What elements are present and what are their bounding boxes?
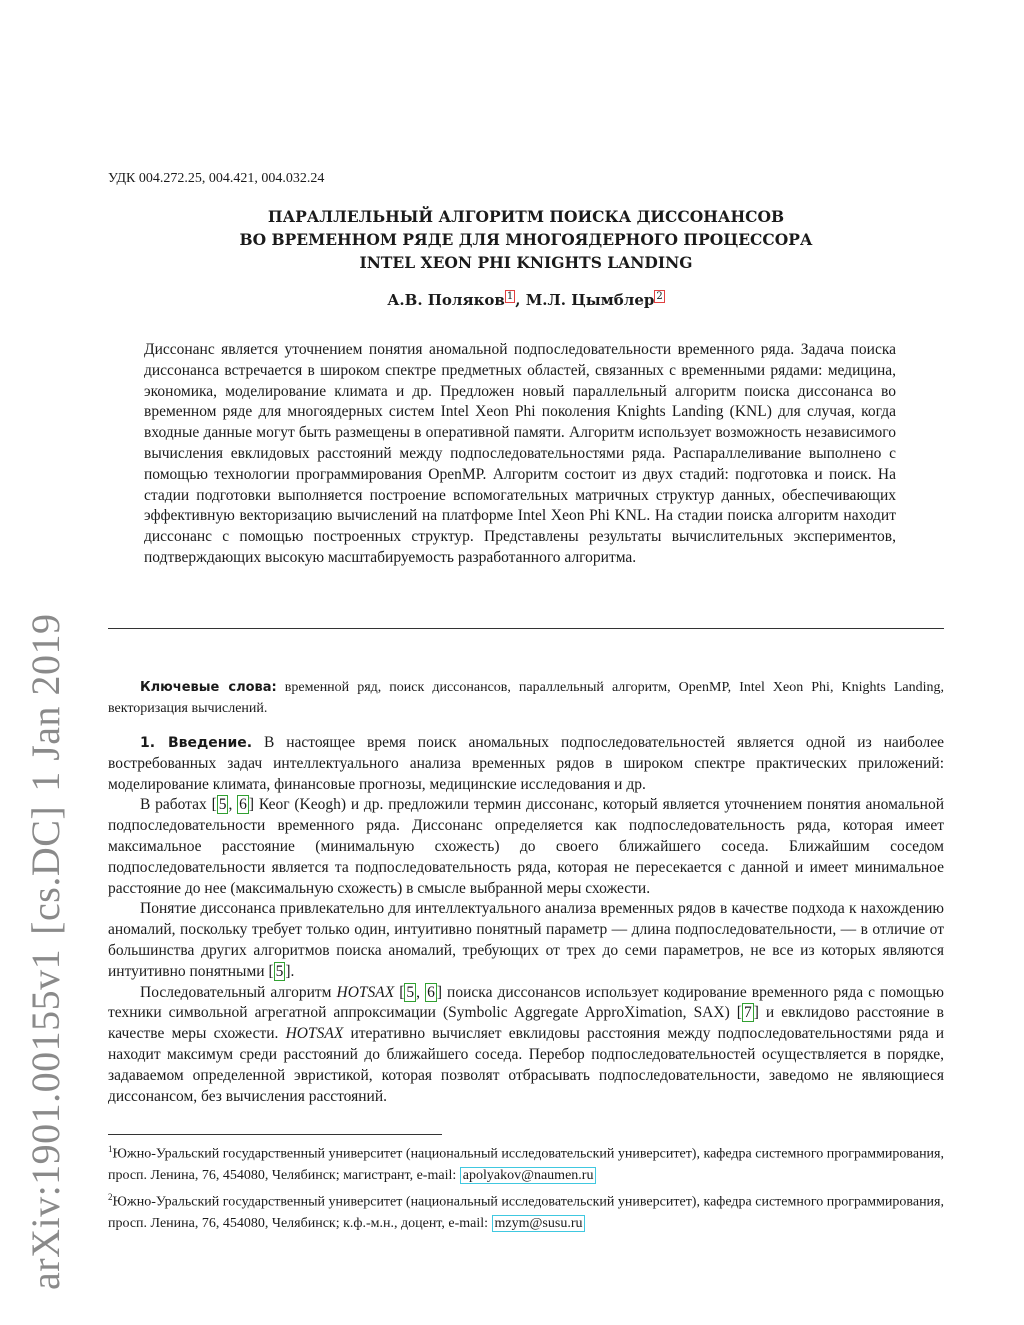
hotsax-term: HOTSAX bbox=[285, 1025, 344, 1043]
intro-paragraph-3: Понятие диссонанса привлекательно для интеллектуального анализа временных рядов в качестве подхода к нахождению аномалий, поскольку требует только один, интуитивно понятный параметр — длина подпоследовательности, — в отличие от большинства других алгоритмов поиска аномалий, требующих от трех до семи параметров, не все из которых являются интуитивно понятными [ 5 ]. bbox=[108, 900, 944, 980]
citation-link-6[interactable]: 6 bbox=[239, 796, 247, 814]
footnote-2-number: 2 bbox=[108, 1191, 113, 1202]
keywords-text: временной ряд, поиск диссонансов, параллельный алгоритм, OpenMP, Intel Xeon Phi, Knights Landing, векторизация вычислений. bbox=[108, 680, 945, 716]
intro-p3-end: . bbox=[290, 962, 295, 980]
citation-link-5[interactable]: 5 bbox=[218, 796, 227, 814]
intro-p3-text: Понятие диссонанса привлекательно для интеллектуального анализа временных рядов в качестве подхода к нахождению аномалий, поскольку требует только один, интуитивно понятный параметр — длина подпоследовательности, — в отличие от большинства других алгоритмов поиска аномалий, требующих от трех до семи параметров, не все из которых являются интуитивно понятными bbox=[108, 900, 944, 980]
author-1-footnote-link[interactable]: 1 bbox=[506, 291, 514, 302]
keywords-label: Ключевые слова: bbox=[140, 680, 277, 695]
author-1: А.В. Поляков bbox=[387, 291, 505, 309]
author-2: М.Л. Цымблер bbox=[525, 291, 655, 309]
intro-p2-text-b: Кеог (Keogh) и др. предложили термин диссонанс, который является уточнением понятия аномальной подпоследовательности временного ряда. Диссонанс определяется как подпоследовательность ряда, которая имеет максимальное расстояние (минимальную схожесть) до своего ближайшего соседа. Ближайшим соседом подпоследовательности является та подпоследовательность ряда, которая не пересекается с данной и имеет минимальное расстояние до нее (максимальную схожесть) в смысле выбранной меры схожести. bbox=[108, 796, 945, 897]
citation-link-5[interactable]: 5 bbox=[275, 962, 284, 980]
authors bbox=[108, 290, 944, 309]
citation-link-5[interactable]: 5 bbox=[406, 983, 415, 1001]
hotsax-term: HOTSAX bbox=[336, 983, 395, 1001]
email-link-zymbler[interactable]: mzym@susu.ru bbox=[492, 1215, 586, 1232]
paper-title bbox=[108, 205, 944, 274]
intro-p4-text-b: поиска диссонансов использует кодирование временного ряда с помощью техники символьной агрегатной аппроксимации (Symbolic Aggregate ApproXimation, SAX) bbox=[108, 983, 944, 1022]
footnote-2 bbox=[108, 1187, 944, 1235]
citation-link-7[interactable]: 7 bbox=[743, 1004, 752, 1022]
udk-code: УДК 004.272.25, 004.421, 004.032.24 bbox=[108, 171, 325, 186]
intro-p4-text-a: Последовательный алгоритм bbox=[140, 983, 337, 1001]
arxiv-date: 1 Jan 2019 bbox=[23, 613, 68, 792]
intro-p2-text-a: В работах bbox=[140, 796, 212, 814]
citation-link-6[interactable]: 6 bbox=[427, 983, 435, 1001]
footnote-2-text: Южно-Уральский государственный университет (национальный исследовательский университет), кафедра системного программирования, просп. Ленина, 76, 454080, Челябинск; к.ф.-м.н., доцент, e-mail: bbox=[108, 1194, 944, 1231]
keywords bbox=[108, 677, 944, 719]
intro-paragraph-1 bbox=[108, 733, 944, 795]
intro-p1-text: В настоящее время поиск аномальных подпоследовательностей является одной из наиболее востребованных задач интеллектуального анализа временных рядов в широком спектре практических приложений: моделирование климата, финансовые прогнозы, медицинские исследования и др. bbox=[108, 734, 944, 793]
intro-p4-text-c: и евклидово расстояние в качестве меры схожести. bbox=[108, 1004, 944, 1043]
intro-paragraph-4: Последовательный алгоритм HOTSAX [ 5 , 6 ] поиска диссонансов использует кодирование временного ряда с помощью техники символьной агрегатной аппроксимации (Symbolic Aggregate ApproXimation, SAX) [ 7 ] и евклидово расстояние в качестве меры схожести. HOTSAX итеративно вычисляет евклидовы расстояния между подпоследовательностями ряда и находит максимум среди расстояний до ближайшего соседа. Перебор подпоследовательностей осуществляется в порядке, задаваемом определенной эвристикой, которая позволят отбрасывать подпоследовательности, заведомо не являющиеся диссонансом, без вычисления расстояний. bbox=[108, 983, 944, 1105]
footnote-1 bbox=[108, 1139, 944, 1187]
intro-paragraph-2: В работах [ 5 , 6 ] Кеог (Keogh) и др. предложили термин диссонанс, который является уточнением понятия аномальной подпоследовательности временного ряда. Диссонанс определяется как подпоследовательность ряда, которая имеет максимальное расстояние (минимальную схожесть) до своего ближайшего соседа. Ближайшим соседом подпоследовательности является та подпоследовательность ряда, которая не пересекается с данной и имеет минимальное расстояние до нее (максимальную схожесть) в смысле выбранной меры схожести. bbox=[108, 796, 945, 897]
footnote-divider bbox=[108, 1134, 442, 1135]
section-heading: 1. Введение. bbox=[140, 735, 253, 751]
footnote-1-text: Южно-Уральский государственный университет (национальный исследовательский университет), кафедра системного программирования, просп. Ленина, 76, 454080, Челябинск; магистрант, e-mail: bbox=[108, 1146, 944, 1184]
author-2-footnote-link[interactable]: 2 bbox=[656, 291, 663, 302]
email-link-polyakov[interactable]: apolyakov@naumen.ru bbox=[460, 1167, 597, 1184]
arxiv-sidebar-stamp bbox=[22, 330, 69, 1290]
author-separator: , bbox=[515, 291, 526, 309]
introduction-section bbox=[108, 733, 944, 1107]
intro-p4-text-d: итеративно вычисляет евклидовы расстояния между подпоследовательностями ряда и находит максимум среди расстояний до ближайшего соседа. Перебор подпоследовательностей осуществляется в порядке, задаваемом определенной эвристикой, которая позволят отбрасывать подпоследовательности, заведомо не являющиеся диссонансом, без вычисления расстояний. bbox=[108, 1025, 944, 1105]
arxiv-id[interactable]: arXiv:1901.00155v1 bbox=[23, 948, 68, 1290]
footnotes bbox=[108, 1139, 944, 1234]
title-line-2: ВО ВРЕМЕННОМ РЯДЕ ДЛЯ МНОГОЯДЕРНОГО ПРОЦЕССОРА bbox=[239, 230, 813, 249]
footnote-1-number: 1 bbox=[108, 1144, 113, 1154]
title-line-1: ПАРАЛЛЕЛЬНЫЙ АЛГОРИТМ ПОИСКА ДИССОНАНСОВ bbox=[267, 207, 785, 226]
abstract-divider bbox=[108, 628, 944, 629]
arxiv-category: [cs.DC] bbox=[23, 805, 68, 935]
title-line-3: INTEL XEON PHI KNIGHTS LANDING bbox=[359, 253, 693, 272]
abstract: Диссонанс является уточнением понятия аномальной подпоследовательности временного ряда. Задача поиска диссонанса встречается в широком спектре предметных областей, связанных с временными рядами: медицина, экономика, моделирование климата и др. Предложен новый параллельный алгоритм поиска диссонанса во временном ряде для многоядерных систем Intel Xeon Phi поколения Knights Landing (KNL) для случая, когда входные данные могут быть размещены в оперативной памяти. Алгоритм использует возможность независимого вычисления евклидовых расстояний между подпоследовательностями ряда. Распараллеливание выполнено с помощью технологии программирования OpenMP. Алгоритм состоит из двух стадий: подготовка и поиск. На стадии подготовки выполняется построение вспомогательных матричных структур данных, обеспечивающих эффективную векторизацию вычислений на платформе Intel Xeon Phi KNL. На стадии поиска алгоритм находит диссонанс с помощью построенных структур. Представлены результаты вычислительных экспериментов, подтверждающих высокую масштабируемость разработанного алгоритма. bbox=[144, 341, 896, 566]
